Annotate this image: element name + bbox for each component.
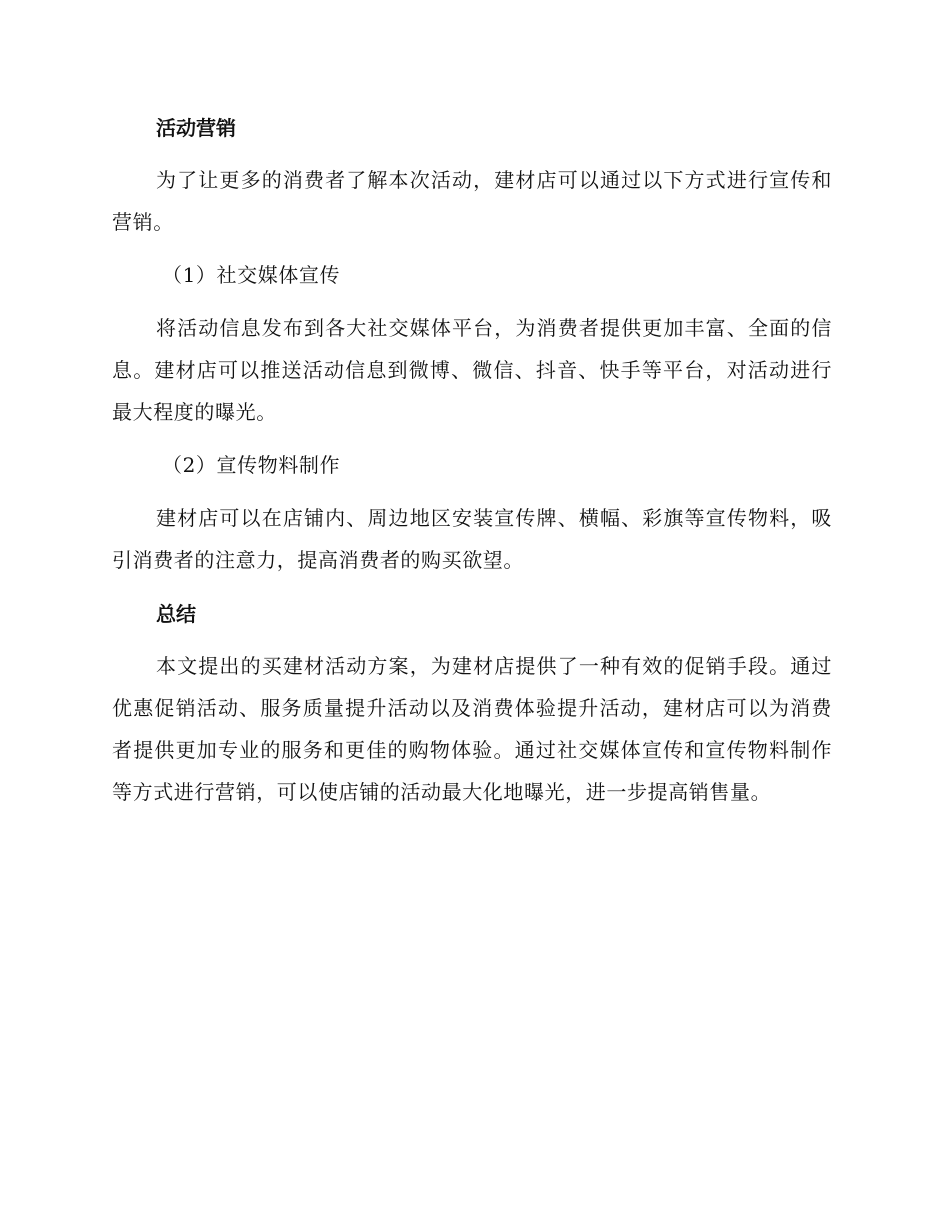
subheading-social-media: （1）社交媒体宣传 xyxy=(162,263,341,287)
promo-materials-paragraph: 建材店可以在店铺内、周边地区安装宣传牌、横幅、彩旗等宣传物料，吸引消费者的注意力，提高消费者的购买欲望。 xyxy=(112,506,832,572)
section-heading-marketing: 活动营销 xyxy=(156,116,236,140)
social-media-paragraph: 将活动信息发布到各大社交媒体平台，为消费者提供更加丰富、全面的信息。建材店可以推送活动信息到微博、微信、抖音、快手等平台，对活动进行最大程度的曝光。 xyxy=(112,316,832,424)
marketing-intro-paragraph: 为了让更多的消费者了解本次活动，建材店可以通过以下方式进行宣传和营销。 xyxy=(112,168,832,234)
subheading-promo-materials: （2）宣传物料制作 xyxy=(162,453,341,477)
section-heading-summary: 总结 xyxy=(156,602,196,626)
summary-paragraph: 本文提出的买建材活动方案，为建材店提供了一种有效的促销手段。通过优惠促销活动、服务质量提升活动以及消费体验提升活动，建材店可以为消费者提供更加专业的服务和更佳的购物体验。通过社交媒体宣传和宣传物料制作等方式进行营销，可以使店铺的活动最大化地曝光，进一步提高销售量。 xyxy=(112,654,832,804)
document-page xyxy=(112,106,832,824)
